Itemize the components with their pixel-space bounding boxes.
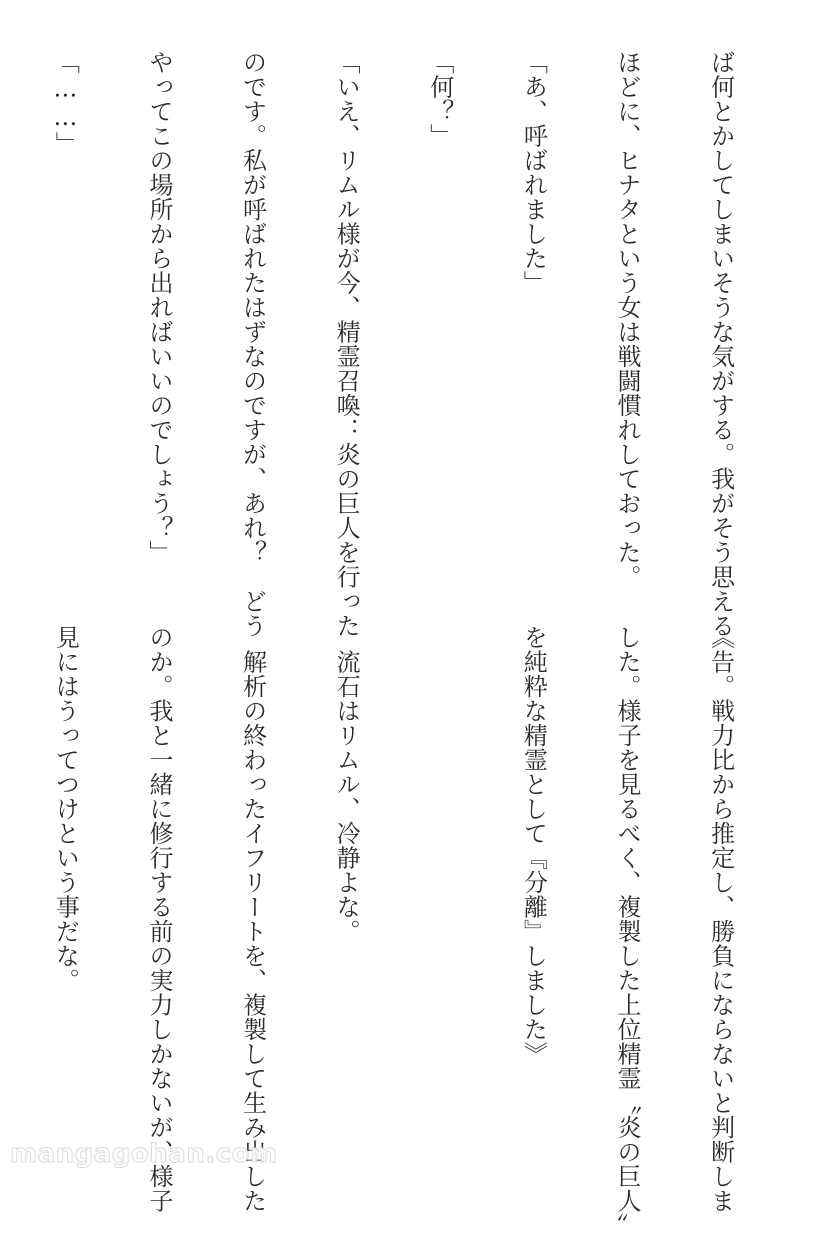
text-line: ば何とかしてしまいそうな気がする。我がそう思える	[706, 50, 735, 638]
text-line: 《告。戦力比から推定し、勝負にならないと判断しま	[706, 625, 735, 1213]
text-line: 「あ、呼ばれました」	[519, 50, 548, 295]
text-line: 「いえ、リムル様が今、精霊召喚：炎の巨人を行った	[332, 50, 361, 638]
text-line: のです。私が呼ばれたはずなのですが、あれ？ どう	[238, 50, 267, 638]
text-line: やってこの場所から出ればいいのでしょう？」	[144, 50, 173, 565]
text-line: 「……」	[51, 50, 80, 156]
text-line: を純粋な精霊として『分離』しました》	[519, 625, 548, 1066]
text-line: のか。我と一緒に修行する前の実力しかないが、様子	[144, 625, 173, 1213]
watermark: mangagohan.com	[10, 1139, 278, 1169]
text-block-top	[51, 50, 798, 638]
text-line: 流石はリムル、冷静よな。	[332, 625, 361, 944]
text-line: した。様子を見るべく、複製した上位精霊〝炎の巨人〟	[612, 625, 641, 1238]
text-line: 「何？」	[425, 50, 454, 148]
paragraph-gap	[424, 625, 455, 1125]
text-line: ほどに、ヒナタという女は戦闘慣れしておった。	[612, 50, 641, 589]
text-line: 見にはうってつけという事だな。	[51, 625, 80, 993]
text-line: 解析の終わったイフリートを、複製して生み出した	[238, 625, 267, 1213]
